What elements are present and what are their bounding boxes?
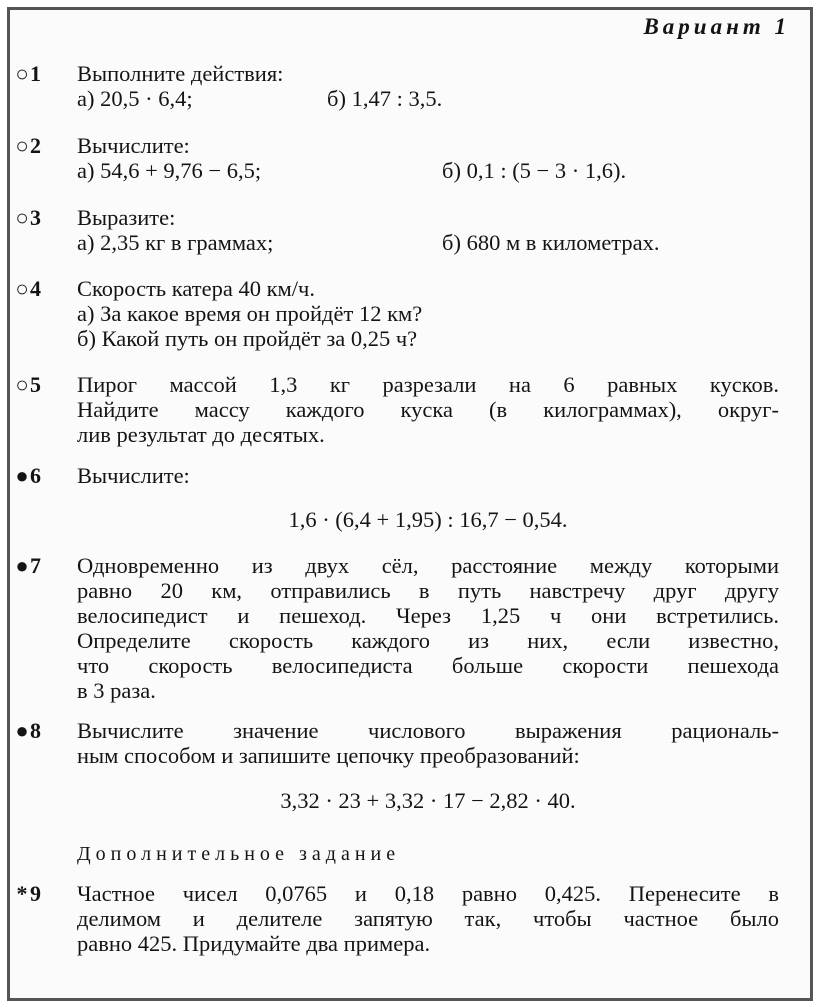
task-6-text: Вычислите: [77, 463, 190, 488]
task-1-text: Выполните действия: [77, 61, 284, 86]
task-6-marker: ●6 [15, 463, 41, 488]
task-7-line-6: в 3 раза. [77, 678, 156, 703]
task-5-marker: ○5 [15, 372, 41, 397]
task-7-line-1: Одновременно из двух сёл, расстояние между которыми [77, 553, 779, 578]
task-9-line-3: равно 425. Придумайте два примера. [77, 931, 431, 956]
task-3-marker: ○3 [15, 205, 41, 230]
task-7-marker: ●7 [15, 553, 41, 578]
variant-title: Вариант 1 [643, 14, 790, 39]
task-7-line-5: что скорость велосипедиста больше скорости пешехода [77, 653, 779, 678]
task-8-formula: 3,32 · 23 + 3,32 · 17 − 2,82 · 40. [280, 788, 576, 813]
task-4-part-a: а) За какое время он пройдёт 12 км? [77, 301, 423, 326]
task-5-line-1: Пирог массой 1,3 кг разрезали на 6 равных кусков. [77, 372, 779, 397]
task-4-marker: ○4 [15, 276, 41, 301]
task-9-marker: * 9 [16, 881, 41, 906]
task-3-part-a: а) 2,35 кг в граммах; [77, 230, 274, 255]
task-7-line-3: велосипедист и пешеход. Через 1,25 ч они встретились. [77, 603, 779, 628]
task-1-part-a: а) 20,5 · 6,4; [77, 86, 193, 111]
task-8-line-2: ным способом и запишите цепочку преобразований: [77, 743, 580, 768]
task-2-marker: ○2 [15, 133, 41, 158]
task-2-part-b: б) 0,1 : (5 − 3 · 1,6). [442, 158, 627, 183]
task-7-line-4: Определите скорость каждого из них, если известно, [77, 628, 779, 653]
task-3-part-b: б) 680 м в километрах. [442, 230, 660, 255]
task-5-line-3: лив результат до десятых. [77, 422, 325, 447]
task-4-text: Скорость катера 40 км/ч. [77, 276, 315, 301]
task-8-marker: ●8 [15, 718, 41, 743]
task-6-formula: 1,6 · (6,4 + 1,95) : 16,7 − 0,54. [288, 507, 568, 532]
task-1-part-b: б) 1,47 : 3,5. [327, 86, 443, 111]
task-7-line-2: равно 20 км, отправились в путь навстречу друг другу [77, 578, 779, 603]
task-2-part-a: а) 54,6 + 9,76 − 6,5; [77, 158, 262, 183]
task-4-part-b: б) Какой путь он пройдёт за 0,25 ч? [77, 326, 418, 351]
task-8-line-1: Вычислите значение числового выражения рациональ- [77, 718, 779, 743]
task-3-text: Выразите: [77, 205, 176, 230]
task-2-text: Вычислите: [77, 133, 190, 158]
task-1-marker: ○1 [15, 61, 41, 86]
task-5-line-2: Найдите массу каждого куска (в килограммах), округ- [77, 397, 779, 422]
task-9-line-1: Частное чисел 0,0765 и 0,18 равно 0,425. Перенесите в [77, 881, 779, 906]
extra-section-title: Дополнительное задание [77, 843, 401, 865]
task-9-line-2: делимом и делителе запятую так, чтобы частное было [77, 906, 779, 931]
